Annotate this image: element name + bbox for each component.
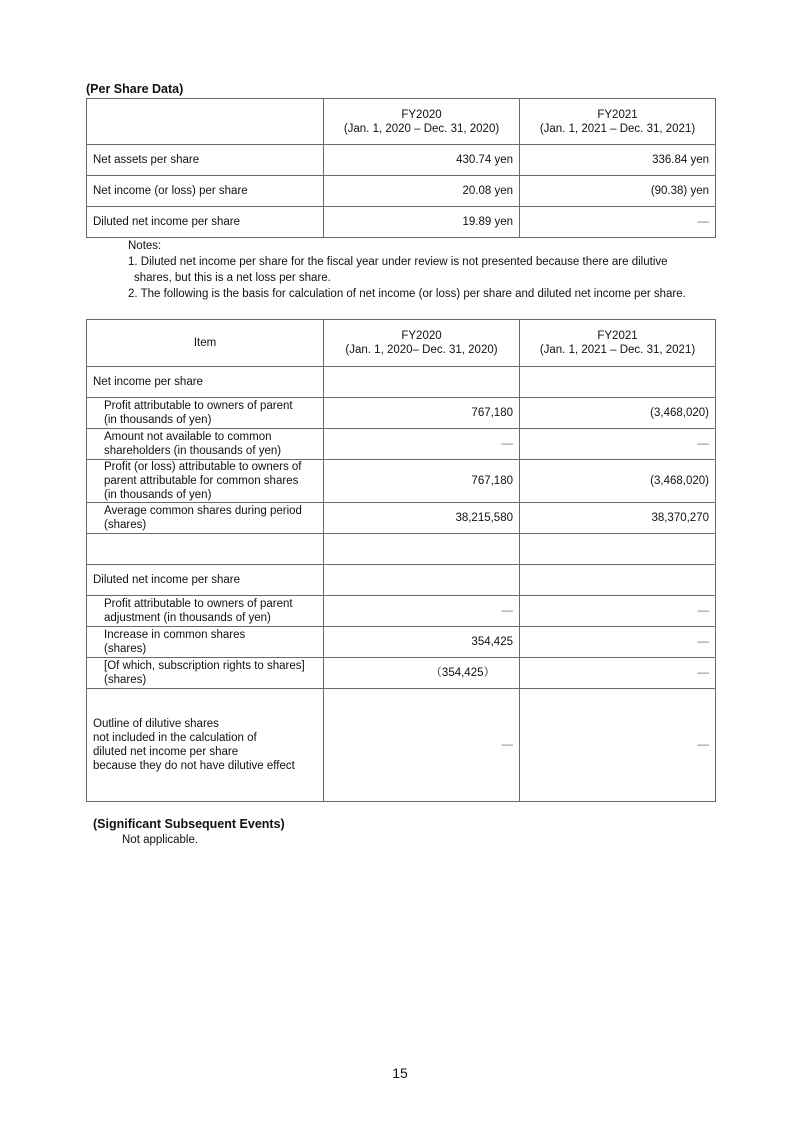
column-header-fy2020 <box>324 320 520 367</box>
empty-cell <box>520 565 716 596</box>
section-label: Diluted net income per share <box>87 565 324 596</box>
notes-title: Notes: <box>128 240 162 252</box>
row-label-line: because they do not have dilutive effect <box>93 760 295 772</box>
table-row <box>87 429 716 460</box>
subsequent-events-text: Not applicable. <box>122 834 199 846</box>
row-label-line: Profit attributable to owners of parent <box>104 400 293 412</box>
column-header-line: (Jan. 1, 2020– Dec. 31, 2020) <box>345 344 498 356</box>
table-row <box>87 176 716 207</box>
cell-fy2021: — <box>520 627 716 658</box>
column-header-fy2021 <box>520 320 716 367</box>
row-label-line: not included in the calculation of <box>93 732 257 744</box>
empty-cell <box>324 534 520 565</box>
basis-table <box>86 319 716 802</box>
per-share-heading: (Per Share Data) <box>86 82 184 96</box>
row-label-line: Outline of dilutive shares <box>93 718 219 730</box>
row-label <box>87 689 324 802</box>
cell-fy2021: (3,468,020) <box>520 398 716 429</box>
row-label-line: Average common shares during period <box>104 505 302 517</box>
row-label-line: (shares) <box>104 519 147 531</box>
cell-fy2020: 20.08 yen <box>324 176 520 207</box>
row-label-line: (in thousands of yen) <box>104 414 212 426</box>
cell-fy2020: 767,180 <box>324 398 520 429</box>
row-label-line: (in thousands of yen) <box>104 489 212 501</box>
row-label-line: diluted net income per share <box>93 746 239 758</box>
row-label-line: Amount not available to common <box>104 431 272 443</box>
item-header: Item <box>87 320 324 367</box>
page-number: 15 <box>392 1065 408 1081</box>
cell-fy2020: — <box>324 596 520 627</box>
table-row <box>87 627 716 658</box>
table-header-row <box>87 99 716 145</box>
empty-cell <box>520 534 716 565</box>
row-label-line: Profit attributable to owners of parent <box>104 598 293 610</box>
cell-fy2021: — <box>520 689 716 802</box>
row-label: Net assets per share <box>87 145 324 176</box>
cell-fy2021: — <box>520 596 716 627</box>
column-header-fy2020 <box>324 99 520 145</box>
empty-cell <box>520 367 716 398</box>
column-header-line: FY2020 <box>401 330 442 342</box>
row-label <box>87 503 324 534</box>
note-2: 2. The following is the basis for calculation of net income (or loss) per share and diluted net income per share. <box>128 288 686 300</box>
note-1: 1. Diluted net income per share for the fiscal year under review is not presented because there are dilutive <box>128 256 668 268</box>
column-header-line: FY2021 <box>597 330 638 342</box>
cell-fy2021: — <box>520 207 716 238</box>
empty-cell <box>87 534 324 565</box>
table-row <box>87 207 716 238</box>
column-header-line: (Jan. 1, 2020 – Dec. 31, 2020) <box>343 122 500 135</box>
notes <box>128 238 686 302</box>
row-label <box>87 398 324 429</box>
table-row <box>87 460 716 503</box>
spacer-row <box>87 534 716 565</box>
table-row <box>87 398 716 429</box>
table-row <box>87 689 716 802</box>
note-1-continued: shares, but this is a net loss per share. <box>134 272 331 284</box>
empty-cell <box>324 565 520 596</box>
cell-fy2020: 430.74 yen <box>324 145 520 176</box>
cell-fy2020: 19.89 yen <box>324 207 520 238</box>
subsequent-events-heading: (Significant Subsequent Events) <box>93 817 285 831</box>
column-header-fy2021 <box>520 99 716 145</box>
cell-fy2021: — <box>520 429 716 460</box>
row-label-line: (shares) <box>104 643 147 655</box>
empty-cell <box>324 367 520 398</box>
table-row <box>87 503 716 534</box>
row-label <box>87 627 324 658</box>
row-label <box>87 429 324 460</box>
row-label-line: adjustment (in thousands of yen) <box>104 612 271 624</box>
table-row <box>87 658 716 689</box>
section-row <box>87 367 716 398</box>
cell-fy2020: — <box>324 429 520 460</box>
cell-fy2020: — <box>324 689 520 802</box>
row-label-line: [Of which, subscription rights to shares] <box>104 660 305 672</box>
cell-fy2021: (90.38) yen <box>520 176 716 207</box>
table-row <box>87 145 716 176</box>
per-share-table <box>86 98 716 238</box>
row-label <box>87 658 324 689</box>
cell-fy2020: 767,180 <box>324 460 520 503</box>
row-label-line: Increase in common shares <box>104 629 246 641</box>
row-label <box>87 460 324 503</box>
column-header-line: (Jan. 1, 2021 – Dec. 31, 2021) <box>539 344 696 356</box>
cell-fy2020: 354,425 <box>324 627 520 658</box>
cell-fy2021: (3,468,020) <box>520 460 716 503</box>
column-header-line: (Jan. 1, 2021 – Dec. 31, 2021) <box>539 122 696 135</box>
cell-fy2021: — <box>520 658 716 689</box>
section-row <box>87 565 716 596</box>
cell-fy2020: 38,215,580 <box>324 503 520 534</box>
row-label: Diluted net income per share <box>87 207 324 238</box>
row-label-line: parent attributable for common shares <box>104 475 299 487</box>
cell-fy2020: （354,425） <box>324 658 520 689</box>
empty-header-cell <box>87 99 324 145</box>
column-header-line: FY2020 <box>401 108 442 121</box>
row-label: Net income (or loss) per share <box>87 176 324 207</box>
table-row <box>87 596 716 627</box>
section-label: Net income per share <box>87 367 324 398</box>
table-header-row <box>87 320 716 367</box>
row-label-line: (shares) <box>104 674 147 686</box>
row-label-line: shareholders (in thousands of yen) <box>104 445 282 457</box>
cell-fy2021: 38,370,270 <box>520 503 716 534</box>
cell-fy2021: 336.84 yen <box>520 145 716 176</box>
column-header-line: FY2021 <box>597 108 638 121</box>
row-label <box>87 596 324 627</box>
row-label-line: Profit (or loss) attributable to owners of <box>104 461 302 473</box>
